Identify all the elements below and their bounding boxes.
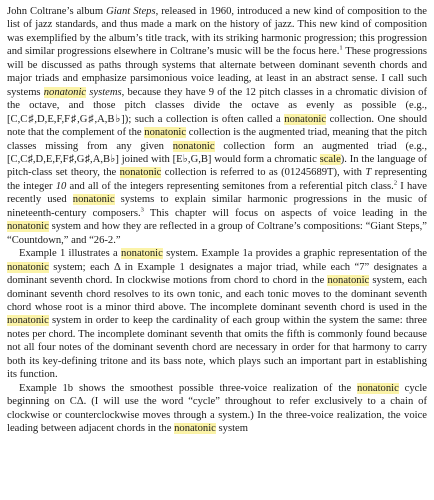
italic-text: systems (89, 86, 122, 98)
text-run: collection is the augmented triad, meaning that the pitch classes missing from any given (7, 127, 428, 152)
text-run: collection is referred to as (01245689T), with (161, 167, 366, 179)
text-run: , released in 1960, introduced a new kind of composition to the list of jazz standards, and thus made a mark on the history of jazz. This new kind of composition was exemplified by the album’s title track, with its striking harmonic progression; this progression and similar progressions elsewhere in Coltrane’s music will be the focus here. (7, 6, 427, 58)
text-run: systems to explain similar harmonic progressions in the music of nineteenth-century composers. (7, 194, 427, 219)
text-run: Example 1 illustrates a (19, 248, 122, 260)
highlighted-term: nonatonic (121, 248, 163, 260)
text-run: and all of the integers representing semitones from a referential pitch class. (66, 180, 394, 192)
highlighted-term: nonatonic (144, 127, 187, 139)
text-run: John Coltrane’s album (7, 6, 107, 17)
text-run: , because they have 9 of the 12 pitch classes in a chromatic division of the octave, and those pitch classes divide the octave as evenly as possible (e.g., [C,C♯,D,E,F,F♯,G♯,A,B♭]); such a collection is often called a (7, 86, 427, 125)
highlighted-term: nonatonic (357, 382, 399, 394)
text-run: system (215, 423, 248, 435)
highlighted-term: nonatonic (7, 261, 49, 273)
text-run: These progressions will be discussed as paths through systems that alternate between dominant seventh chords and major triads and emphasize parsimonious voice leading, at least in an abstract sense. I call such systems (7, 46, 427, 98)
paragraph (7, 382, 427, 436)
footnote-marker: 3 (140, 206, 144, 214)
text-run: representing the integer (7, 167, 427, 192)
text-run: system and how they are reflected in a group of Coltrane’s compositions: “Giant Steps,” “Countdown,” and “26-2.” (7, 221, 427, 246)
text-run: system; each Δ in Example 1 designates a major triad, while each “7” designates a dominant seventh chord. In clockwise motions from chord to chord in the (7, 261, 427, 287)
footnote-marker: 2 (393, 179, 398, 187)
italic-text: T (365, 167, 372, 179)
text-run: system in order to keep the cardinality of each group within the system the same: three notes per chord. The incomplete dominant seventh that omits the fifth is commonly found because not all four notes of the dominant seventh chord are necessary in order for that harmony to carry both its key-defining tritone and its bass note, which plays such an important part in establishing its function. (7, 315, 427, 381)
highlighted-term: scale (319, 153, 341, 165)
text-run: Example 1b shows the smoothest possible three-voice realization of the (19, 382, 358, 394)
highlighted-term: nonatonic (7, 315, 49, 327)
text-run: collection form an augmented triad (e.g., [C,C♯,D,E,F,F♯,G♯,A,B♭] joined with [E♭,G,B] would form a chromatic (7, 140, 427, 165)
highlighted-term: nonatonic (327, 275, 370, 287)
text-run: I have recently used (7, 180, 427, 206)
text-run: collection. One should note that the complement of the (7, 113, 427, 139)
highlighted-term: nonatonic (284, 113, 327, 125)
highlighted-term: nonatonic (119, 167, 162, 179)
text-run: This chapter will focus on aspects of voice leading in the (143, 207, 427, 219)
highlighted-term: nonatonic (174, 423, 216, 435)
footnote-marker: 1 (339, 44, 343, 52)
italic-text: Giant Steps (106, 6, 156, 17)
text-run: ). In the language of pitch-class set theory, the (7, 153, 427, 179)
text-run: system. Example 1a provides a graphic representation of the (162, 248, 427, 260)
highlighted-term: nonatonic (72, 194, 115, 206)
paragraph (7, 5, 427, 247)
highlighted-term: nonatonic (7, 221, 49, 233)
paragraph (7, 247, 427, 382)
highlighted-term: nonatonic (172, 140, 215, 152)
highlighted-term: nonatonic (43, 86, 87, 98)
italic-text: 10 (55, 180, 67, 192)
text-run: cycle beginning on CΔ. (I will use the word “cycle” throughout to refer exclusively to a chain of clockwise or counterclockwise moves through a system.) In the three-voice realization, the voice leading between adjacent chords in the (7, 382, 427, 435)
text-run: system, each dominant seventh chord resolves to its own tonic, and each tonic moves to the dominant seventh chord whose root is a minor third above. The incomplete dominant seventh chord is used in the (7, 275, 427, 313)
body-text (7, 5, 427, 436)
